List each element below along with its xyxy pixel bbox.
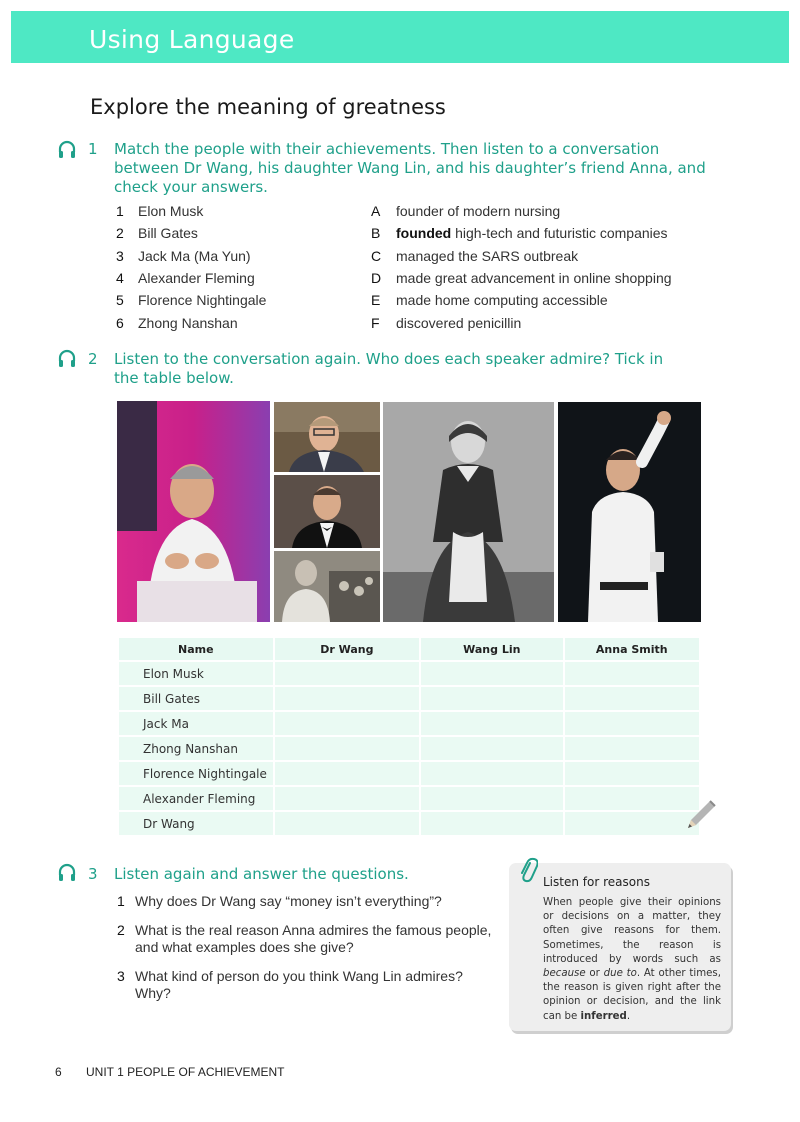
question-2-instruction: Listen to the conversation again. Who does each speaker admire? Tick in the table below.: [114, 350, 664, 387]
achievement-rest: discovered penicillin: [396, 314, 522, 331]
tip-body: [543, 896, 721, 1024]
tick-cell[interactable]: [564, 711, 701, 736]
question-item: [117, 922, 497, 956]
person-item: [116, 245, 356, 267]
tip-text: When people give their opinions or decisions on a matter, they often give reasons for them. Sometimes, the reason is introduced by words such as: [543, 897, 721, 965]
achievement-text: [396, 248, 578, 264]
tick-cell[interactable]: [274, 811, 420, 836]
table-row: [118, 686, 700, 711]
person-item: [116, 200, 356, 222]
photo-alexander-fleming: [274, 551, 380, 622]
table-cell-name: Elon Musk: [118, 661, 274, 686]
table-cell-name: Zhong Nanshan: [118, 736, 274, 761]
achievement-rest: managed the SARS outbreak: [396, 247, 579, 264]
question-number: 2: [117, 922, 125, 938]
tip-bold: inferred: [580, 1010, 627, 1022]
person-name: Jack Ma (Ma Yun): [138, 247, 251, 264]
person-number: 6: [116, 314, 124, 331]
achievement-letter: E: [371, 292, 381, 309]
person-item: [116, 311, 356, 333]
table-row: [118, 661, 700, 686]
tick-cell[interactable]: [564, 686, 701, 711]
question-number: 3: [117, 968, 125, 984]
tick-cell[interactable]: [564, 786, 701, 811]
table-header: Name: [118, 637, 274, 661]
tick-cell[interactable]: [420, 786, 563, 811]
tick-cell[interactable]: [564, 736, 701, 761]
tick-cell[interactable]: [274, 736, 420, 761]
tick-cell[interactable]: [420, 811, 563, 836]
table-row: [118, 786, 700, 811]
achievement-letter: B: [371, 225, 381, 242]
question-item: [117, 893, 497, 910]
tip-box: [509, 863, 731, 1031]
tick-cell[interactable]: [274, 661, 420, 686]
achievements-list: [371, 200, 711, 334]
person-number: 4: [116, 270, 124, 287]
question-3-number: 3: [88, 865, 98, 883]
tip-text: or: [585, 968, 604, 980]
photo-zhong-nanshan: [117, 401, 270, 622]
tip-text: . At other times, the reason is given right after the opinion or decision, and the link can be: [543, 968, 721, 1022]
tip-title: Listen for reasons: [543, 875, 650, 889]
question-2-number: 2: [88, 350, 98, 368]
achievement-text: [396, 292, 608, 308]
headphones-icon[interactable]: [57, 349, 77, 369]
table-header: Dr Wang: [274, 637, 420, 661]
tick-cell[interactable]: [564, 761, 701, 786]
table-cell-name: Florence Nightingale: [118, 761, 274, 786]
question-3-instruction: Listen again and answer the questions.: [114, 865, 409, 883]
achievement-rest: made home computing accessible: [396, 292, 608, 309]
admire-table: [117, 636, 701, 837]
unit-label: UNIT 1 PEOPLE OF ACHIEVEMENT: [86, 1065, 285, 1079]
photo-florence-nightingale: [383, 402, 554, 622]
table-row: [118, 711, 700, 736]
achievement-item: [371, 245, 711, 267]
person-item: [116, 289, 356, 311]
question-text: What kind of person do you think Wang Lin admires? Why?: [135, 968, 463, 1001]
achievement-letter: D: [371, 270, 382, 287]
achievement-text: [396, 315, 521, 331]
achievement-rest: founder of modern nursing: [396, 203, 561, 220]
tip-emphasis: because: [543, 968, 586, 980]
achievement-item: [371, 289, 711, 311]
header-banner: [11, 11, 789, 63]
paperclip-icon: [518, 857, 538, 883]
person-name: Florence Nightingale: [138, 292, 267, 309]
achievement-letter: F: [371, 314, 380, 331]
achievement-text: [396, 270, 672, 286]
person-number: 1: [116, 203, 124, 220]
tick-cell[interactable]: [274, 786, 420, 811]
photo-jack-ma: [558, 402, 701, 622]
person-item: [116, 267, 356, 289]
tick-cell[interactable]: [564, 811, 701, 836]
table-header-row: [118, 637, 700, 661]
person-number: 2: [116, 225, 124, 242]
table-cell-name: Dr Wang: [118, 811, 274, 836]
question-number: 1: [117, 893, 125, 909]
tick-cell[interactable]: [564, 661, 701, 686]
person-name: Bill Gates: [138, 225, 198, 242]
achievement-rest: made great advancement in online shopping: [396, 270, 672, 287]
question-item: [117, 968, 497, 1002]
people-list: [116, 200, 356, 334]
tick-cell[interactable]: [420, 761, 563, 786]
achievement-bold: founded: [396, 225, 452, 242]
achievement-text: [396, 225, 668, 241]
table-cell-name: Alexander Fleming: [118, 786, 274, 811]
table-header: Wang Lin: [420, 637, 563, 661]
achievement-text: [396, 203, 560, 219]
table-row: [118, 761, 700, 786]
tick-cell[interactable]: [420, 686, 563, 711]
page-number: 6: [55, 1065, 62, 1079]
tip-emphasis: due to: [603, 968, 637, 980]
photo-elon-musk: [274, 475, 380, 548]
table-cell-name: Bill Gates: [118, 686, 274, 711]
headphones-icon[interactable]: [57, 140, 77, 160]
headphones-icon[interactable]: [57, 863, 77, 883]
photo-bill-gates: [274, 402, 380, 472]
achievement-item: [371, 200, 711, 222]
tip-text: .: [626, 1010, 631, 1022]
tick-cell[interactable]: [420, 736, 563, 761]
achievement-letter: C: [371, 247, 382, 264]
tick-cell[interactable]: [274, 711, 420, 736]
person-item: [116, 222, 356, 244]
question-1-number: 1: [88, 140, 98, 158]
tick-cell[interactable]: [274, 686, 420, 711]
tick-cell[interactable]: [420, 661, 563, 686]
header-title: Using Language: [89, 25, 295, 54]
person-name: Elon Musk: [138, 203, 204, 220]
achievement-rest: high-tech and futuristic companies: [451, 225, 668, 242]
achievement-item: [371, 311, 711, 333]
tick-cell[interactable]: [420, 711, 563, 736]
pencil-icon: [682, 796, 720, 834]
achievement-item: [371, 267, 711, 289]
question-text: Why does Dr Wang say “money isn’t everything”?: [135, 893, 442, 909]
table-header: Anna Smith: [564, 637, 701, 661]
question-3-list: [117, 893, 497, 1014]
table-row: [118, 736, 700, 761]
tick-cell[interactable]: [274, 761, 420, 786]
person-name: Zhong Nanshan: [138, 314, 238, 331]
table-row: [118, 811, 700, 836]
section-title: Explore the meaning of greatness: [90, 95, 446, 119]
person-name: Alexander Fleming: [138, 270, 255, 287]
question-1-instruction: Match the people with their achievements. Then listen to a conversation between Dr Wang, his daughter Wang Lin, and his daughter’s friend Anna, and check your answers.: [114, 140, 706, 196]
achievement-letter: A: [371, 203, 381, 220]
table-cell-name: Jack Ma: [118, 711, 274, 736]
question-text: What is the real reason Anna admires the famous people, and what examples does she give?: [135, 922, 492, 955]
person-number: 5: [116, 292, 124, 309]
person-number: 3: [116, 247, 124, 264]
achievement-item: [371, 222, 711, 244]
